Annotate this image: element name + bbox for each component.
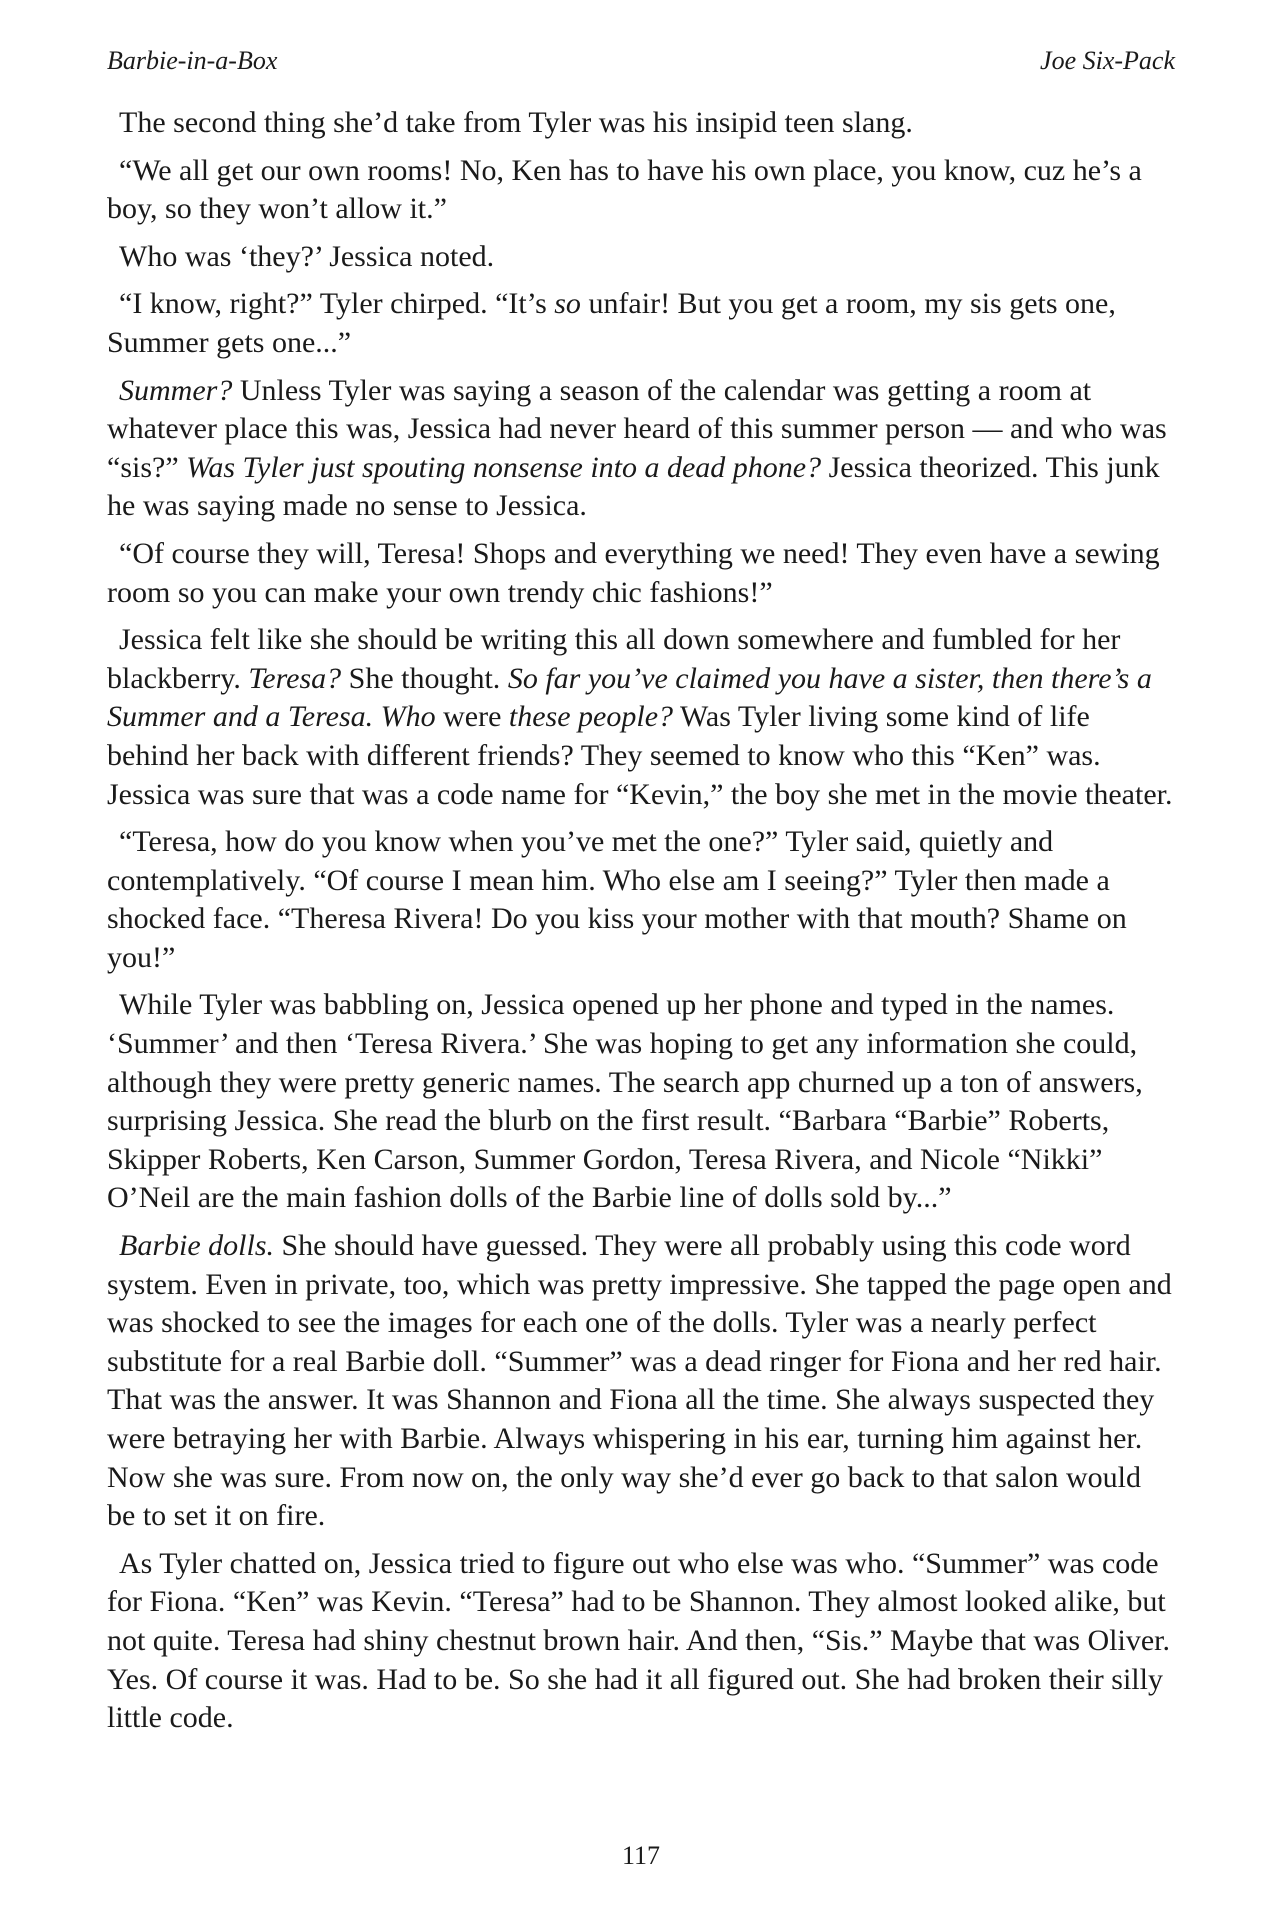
text-run: were	[435, 700, 509, 734]
text-run: Was Tyler living some kind of life behind her back with different friends? They seemed to know who this “Ken” was. Jessica was sure that was a code name for “Kevin,” the boy she met in the movie theater.	[107, 700, 1173, 811]
text-run: Unless Tyler was saying a season of the calendar was getting a room at whatever place this was, Jessica had never heard of this summer person — and who was “sis?”	[107, 373, 1167, 484]
italic-text: Teresa?	[248, 661, 342, 695]
text-run: She should have guessed. They were all probably using this code word system. Even in private, too, which was pretty impressive. She tapped the page open and was shocked to see the images for each one of the dolls. Tyler was a nearly perfect substitute for a real Barbie doll. “Summer” was a dead ringer for Fiona and her red hair. That was the answer. It was Shannon and Fiona all the time. She always suspected they were betraying her with Barbie. Always whispering in his ear, turning him against her. Now she was sure. From now on, the only way she’d ever go back to that salon would be to set it on fire.	[107, 1229, 1172, 1533]
italic-text: these people?	[508, 700, 674, 734]
paragraph	[107, 823, 1175, 977]
book-page	[107, 44, 1175, 1884]
text-run: Who was ‘they?’ Jessica noted.	[119, 239, 495, 273]
text-run: Jessica felt like she should be writing this all down somewhere and fumbled for her blackberry.	[107, 623, 1121, 695]
text-run: “Of course they will, Teresa! Shops and everything we need! They even have a sewing room so you can make your own trendy chic fashions!”	[107, 536, 1160, 609]
text-run: “I know, right?” Tyler chirped. “It’s	[119, 287, 555, 321]
header-section-title: Joe Six-Pack	[1040, 46, 1175, 75]
paragraph	[107, 1545, 1175, 1738]
text-run: Jessica theorized. This junk he was saying made no sense to Jessica.	[107, 450, 1160, 523]
italic-text: Was Tyler just spouting nonsense into a dead phone?	[186, 450, 822, 484]
text-run: “We all get our own rooms! No, Ken has to have his own place, you know, cuz he’s a boy, so they won’t allow it.”	[107, 153, 1142, 226]
header-book-title: Barbie-in-a-Box	[107, 46, 278, 75]
italic-text: Barbie dolls.	[119, 1229, 274, 1263]
text-run: The second thing she’d take from Tyler was his insipid teen slang.	[119, 106, 913, 139]
text-run: “Teresa, how do you know when you’ve met the one?” Tyler said, quietly and contemplatively. “Of course I mean him. Who else am I seeing?” Tyler then made a shocked face. “Theresa Rivera! Do you kiss your mother with that mouth? Shame on you!”	[107, 825, 1127, 974]
text-run: As Tyler chatted on, Jessica tried to figure out who else was who. “Summer” was code for Fiona. “Ken” was Kevin. “Teresa” had to be Shannon. They almost looked alike, but not quite. Teresa had shiny chestnut brown hair. And then, “Sis.” Maybe that was Oliver. Yes. Of course it was. Had to be. So she had it all figured out. She had broken their silly little code.	[107, 1546, 1170, 1735]
body-text	[107, 104, 1175, 1738]
text-run: While Tyler was babbling on, Jessica opened up her phone and typed in the names. ‘Summer’ and then ‘Teresa Rivera.’ She was hoping to get any information she could, although they were pretty generic names. The search app churned up a ton of answers, surprising Jessica. She read the blurb on the first result. “Barbara “Barbie” Roberts, Skipper Roberts, Ken Carson, Summer Gordon, Teresa Rivera, and Nicole “Nikki” O’Neil are the main fashion dolls of the Barbie line of dolls sold by...”	[107, 988, 1143, 1215]
italic-text: so	[554, 287, 581, 321]
paragraph	[107, 238, 1175, 277]
paragraph	[107, 621, 1175, 814]
paragraph	[107, 1227, 1175, 1536]
paragraph	[107, 372, 1175, 526]
paragraph	[107, 986, 1175, 1218]
paragraph	[107, 535, 1175, 612]
paragraph	[107, 152, 1175, 229]
paragraph	[107, 285, 1175, 362]
text-run: She thought.	[341, 661, 508, 695]
paragraph	[107, 104, 1175, 143]
page-number: 117	[621, 1841, 661, 1870]
running-header	[107, 44, 1175, 104]
italic-text: Summer?	[119, 373, 233, 407]
text-run: unfair! But you get a room, my sis gets one, Summer gets one...”	[107, 287, 1116, 359]
italic-text: So far you’ve claimed you have a sister, then there’s a Summer and a Teresa. Who	[107, 661, 1152, 734]
